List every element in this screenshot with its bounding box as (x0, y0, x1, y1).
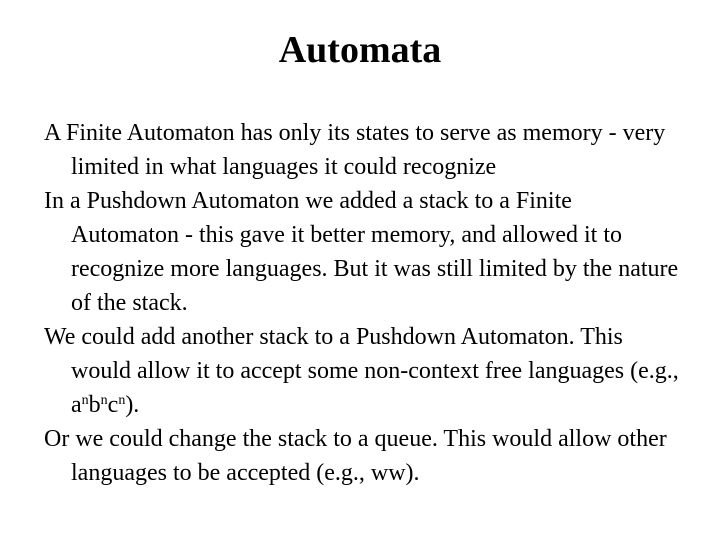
text-after-math: ). (125, 392, 140, 418)
slide-body (44, 116, 684, 490)
paragraph-queue: Or we could change the stack to a queue. This would allow other languages to be accepted (e.g., ww). (44, 426, 667, 486)
math-anbncn: $a^nb^nc^n$ (71, 392, 126, 418)
text-before-math: We could add another stack to a Pushdown Automaton. This would allow it to accept some non-context free languages (e.g., (44, 324, 679, 384)
paragraph-pushdown-automaton: In a Pushdown Automaton we added a stack to a Finite Automaton - this gave it better memory, and allowed it to recognize more languages. But it was still limited by the nature of the stack. (44, 188, 679, 316)
slide-title: Automata (278, 29, 442, 71)
paragraph-finite-automaton: A Finite Automaton has only its states to serve as memory - very limited in what languages it could recognize (44, 120, 666, 180)
paragraph-two-stacks (44, 320, 684, 422)
